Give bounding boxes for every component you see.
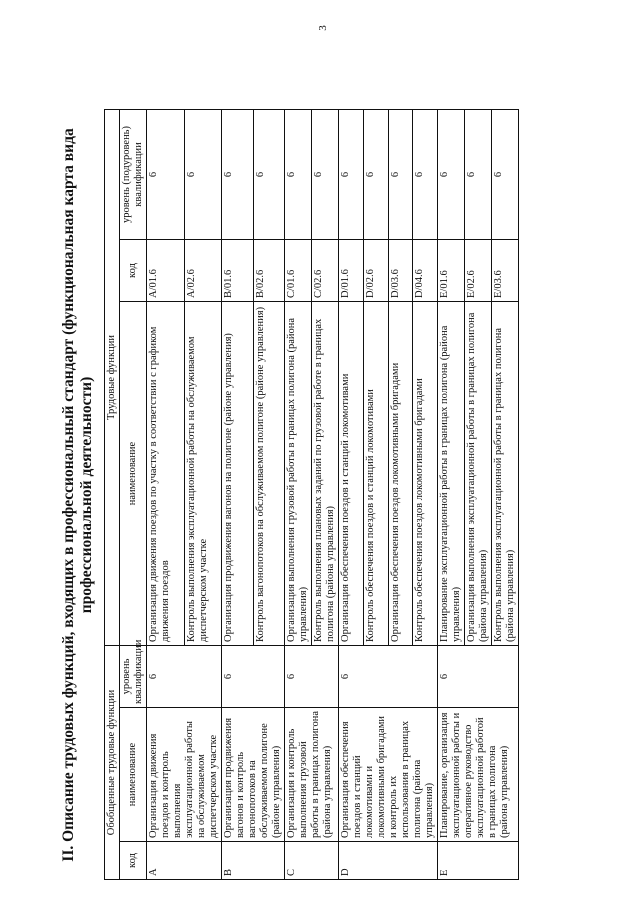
labor-functions-header: Трудовые функции: [105, 109, 120, 645]
rotated-page: [60, 110, 580, 880]
labor-function-level: 6: [465, 109, 492, 239]
labor-function-name: Организация продвижения вагонов на полигоне (районе управления): [222, 302, 254, 646]
labor-function-code: D/04.6: [413, 240, 438, 302]
generalized-level: 6: [339, 646, 438, 708]
generalized-code: B: [222, 842, 285, 880]
labor-function-name: Контроль выполнения эксплуатационной работы на обслуживаемом диспетчерском участке: [184, 302, 222, 646]
labor-function-name: Контроль обеспечения поездов локомотивными бригадами: [413, 302, 438, 646]
table-row: [222, 109, 254, 879]
table-row: [438, 109, 465, 879]
labor-function-name: Контроль выполнения эксплуатационной работы в границах полигона (района управления): [492, 302, 519, 646]
page-number: 3: [316, 25, 329, 31]
labor-function-level: 6: [147, 109, 185, 239]
labor-name-header: наименование: [120, 302, 147, 646]
generalized-code: A: [147, 842, 222, 880]
table-body: [147, 109, 519, 879]
labor-function-code: E/03.6: [492, 240, 519, 302]
table-row: [339, 109, 364, 879]
labor-function-name: Организация обеспечения поездов локомотивными бригадами: [388, 302, 413, 646]
page-title: [60, 110, 96, 880]
labor-function-name: Организация движения поездов по участку в соответствии с графиком движения поездов: [147, 302, 185, 646]
labor-function-name: Контроль обеспечения поездов и станций локомотивами: [363, 302, 388, 646]
labor-function-level: 6: [388, 109, 413, 239]
labor-function-level: 6: [339, 109, 364, 239]
name-header: наименование: [120, 708, 147, 842]
labor-function-code: A/01.6: [147, 240, 185, 302]
code-header: код: [120, 842, 147, 880]
labor-function-level: 6: [253, 109, 285, 239]
labor-function-level: 6: [492, 109, 519, 239]
functional-map-table: [104, 109, 519, 880]
generalized-level: 6: [285, 646, 339, 708]
labor-function-name: Организация выполнения грузовой работы в границах полигона (района управления): [285, 302, 312, 646]
labor-function-level: 6: [184, 109, 222, 239]
labor-function-level: 6: [285, 109, 312, 239]
generalized-name: Планирование, организация эксплуатационной работы и оперативное руководство эксплуатационной работой в границах полигона (района управления): [438, 708, 519, 842]
labor-function-level: 6: [312, 109, 339, 239]
labor-function-code: E/02.6: [465, 240, 492, 302]
labor-function-code: D/02.6: [363, 240, 388, 302]
generalized-level: 6: [222, 646, 285, 708]
generalized-level: 6: [147, 646, 222, 708]
labor-function-name: Организация выполнения эксплуатационной работы в границах полигона (района управления): [465, 302, 492, 646]
labor-function-code: B/02.6: [253, 240, 285, 302]
title-line-1: II. Описание трудовых функций, входящих в профессиональный стандарт (функциональная карта вида: [60, 128, 77, 862]
labor-function-level: 6: [438, 109, 465, 239]
labor-function-name: Организация обеспечения поездов и станций локомотивами: [339, 302, 364, 646]
generalized-level: 6: [438, 646, 519, 708]
labor-code-header: код: [120, 240, 147, 302]
generalized-name: Организация и контроль выполнения грузовой работы в границах полигона (района управления): [285, 708, 339, 842]
generalized-code: E: [438, 842, 519, 880]
labor-level-header: уровень (подуровень) квалификации: [120, 109, 147, 239]
table-row: [285, 109, 312, 879]
generalized-code: C: [285, 842, 339, 880]
labor-function-name: Планирование эксплуатационной работы в границах полигона (района управления): [438, 302, 465, 646]
generalized-code: D: [339, 842, 438, 880]
table-row: [147, 109, 185, 879]
labor-function-name: Контроль выполнения плановых заданий по грузовой работе в границах полигона (района управления): [312, 302, 339, 646]
labor-function-code: D/01.6: [339, 240, 364, 302]
labor-function-code: B/01.6: [222, 240, 254, 302]
labor-function-level: 6: [222, 109, 254, 239]
generalized-name: Организация продвижения вагонов и контроль вагонопотоков на обслуживаемом полигоне (районе управления): [222, 708, 285, 842]
labor-function-name: Контроль вагонопотоков на обслуживаемом полигоне (районе управления): [253, 302, 285, 646]
level-header: уровень квалификации: [120, 646, 147, 708]
generalized-name: Организация обеспечения поездов и станций локомотивами и локомотивными бригадами и контроль их использования в границах полигона (района управления): [339, 708, 438, 842]
labor-function-code: E/01.6: [438, 240, 465, 302]
generalized-functions-header: Обобщенные трудовые функции: [105, 646, 120, 880]
labor-function-code: A/02.6: [184, 240, 222, 302]
labor-function-level: 6: [363, 109, 388, 239]
title-line-2: профессиональной деятельности): [78, 376, 95, 614]
labor-function-code: D/03.6: [388, 240, 413, 302]
generalized-name: Организация движения поездов и контроль выполнения эксплуатационной работы на обслуживаемом диспетчерском участке: [147, 708, 222, 842]
labor-function-code: C/02.6: [312, 240, 339, 302]
labor-function-code: C/01.6: [285, 240, 312, 302]
labor-function-level: 6: [413, 109, 438, 239]
